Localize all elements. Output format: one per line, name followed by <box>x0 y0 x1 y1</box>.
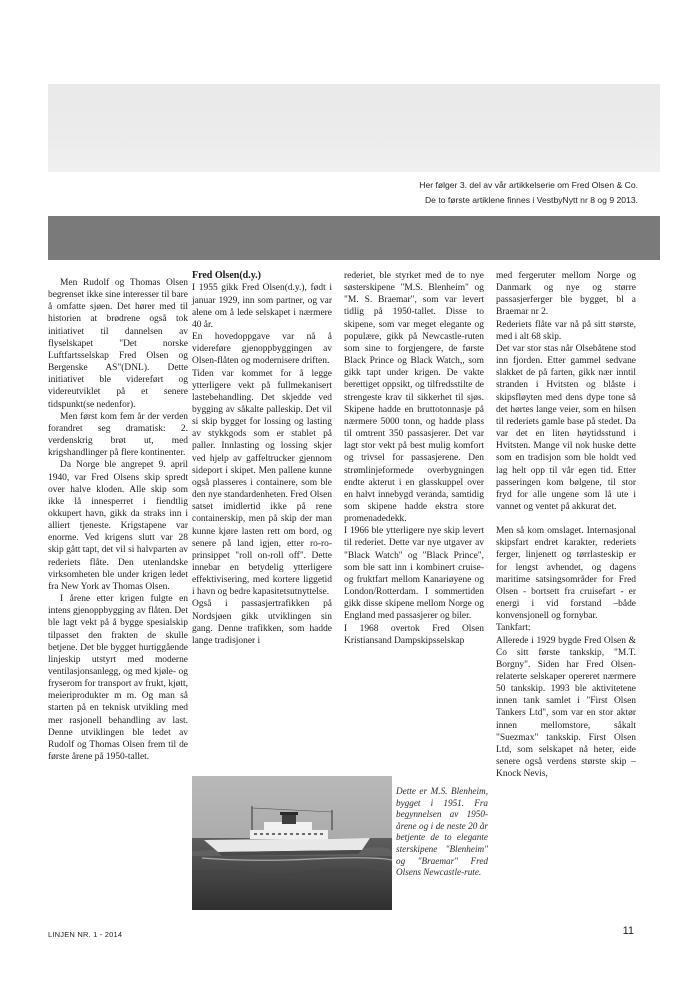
paragraph: I årene etter krigen fulgte en intens gjenoppbygging av flåten. Det ble lagt vekt på å bygge spesialskip tilpasset den frakten de skulle betjene. Det ble bygget hurtiggående linjeskip utstyrt med moderne ventilasjonsanlegg, og med kjøle- og fryserom for transport av frukt, kjøtt, meieriprodukter m m. Og man så starten på en teknisk utvikling med mer rasjonell behandling av last. Denne utviklingen ble ledet av Rudolf og Thomas Olsen frem til de første årene på 1950-tallet. <box>48 594 188 763</box>
paragraph: med fergeruter mellom Norge og Danmark og nye og større passasjerferger ble bygget, bl a Braemar nr 2. <box>496 271 636 318</box>
intro-line-2: De to første artiklene finnes i VestbyNytt nr 8 og 9 2013. <box>424 195 638 205</box>
paragraph: Rederiets flåte var nå på sitt største, med i alt 68 skip. <box>496 319 636 342</box>
column-1 <box>48 277 188 763</box>
intro-note <box>340 178 638 208</box>
column-2 <box>192 270 332 647</box>
column-4 <box>496 270 636 780</box>
paragraph: Også i passasjertrafikken på Nordsjøen gikk utviklingen sin gang. Denne trafikken, som hadde lange tradisjoner i <box>192 599 332 646</box>
paragraph: Da Norge ble angrepet 9. april 1940, var Fred Olsens skip spredt over halve kloden. Alle skip som ikke lå innesperret i fiendtlig okkupert havn, gikk da straks inn i alliert tjeneste. Krigstapene var enorme. Ved krigens slutt var 28 skip gått tapt, det vil si halvparten av rederiets flåte. Den utenlandske virksomheten ble under krigen ledet fra New York av Thomas Olsen. <box>48 460 188 592</box>
paragraph: En hovedoppgave var nå å videreføre gjenoppbyggingen av Olsen-flåten og modernisere driften. <box>192 332 332 367</box>
section-heading: Fred Olsen(d.y.) <box>192 270 261 281</box>
paragraph: I 1955 gikk Fred Olsen(d.y.), født i januar 1929, inn som partner, og var alene om å lede selskapet i nærmere 40 år. <box>192 283 332 330</box>
paragraph: I 1968 overtok Fred Olsen Kristiansand Dampskipsselskap <box>344 623 484 646</box>
paragraph: I 1966 ble ytterligere nye skip levert til rederiet. Dette var nye utgaver av "Black Watch" og "Black Prince", som ble satt inn i kombinert cruise- og fruktfart mellom Kanariøyene og London/Rotterdam. I sommertiden gikk disse skipene mellom Norge og England med passasjerer og biler. <box>344 526 484 622</box>
footer-publication: LINJEN NR. 1 - 2014 <box>48 930 123 939</box>
column-3 <box>344 270 484 647</box>
paragraph: Det var stor stas når Olsebåtene stod inn fjorden. Etter gammel sedvane slakket de på farten, gikk nær inntil stranden i Hvitsten og blåste i skipsfløyten med dens dype tone så det hørtes lange veier, som en hilsen til rederiets gamle base på stedet. Da var det en liten høytidsstund i Hvitsten. Mange vil nok huske dette som en tradisjon som ble holdt ved lag helt opp til vår egen tid. Etter passeringen kom bølgene, til stor fryd for alle ungene som lå ute i vannet og ventet på akkurat det. <box>496 343 636 512</box>
paragraph: Men Rudolf og Thomas Olsen begrenset ikke sine interesser til bare å omfatte sjøen. Det hører med til historien at brødrene også tok initiativet til dannelsen av flyselskapet "Det norske Luftfartsselskap Fred Olsen og Bergenske AS"(DNL). Dette initiativet ble videreført og videreutviklet på et senere tidspunkt(se nedenfor). <box>48 278 188 410</box>
paragraph: Men så kom omslaget. Internasjonal skipsfart endret karakter, rederiets ferger, linjenett og tørrlasteskip er for lengst avhendet, og dagens maritime satsingsområder for Fred Olsen - bortsett fra cruisefart - er energi i vid forstand –både konvensjonell og fornybar. <box>496 526 636 622</box>
subheading-tankfart: Tankfart: <box>496 623 531 634</box>
ship-photo-blenheim <box>192 776 392 910</box>
paragraph: Allerede i 1929 bygde Fred Olsen & Co sitt første tankskip, "M.T. Borgny". Siden har Fred Olsen-relaterte selskaper opereret nærmere 50 tankskip. 1993 ble aktivitetene innen tank samlet i "First Olsen Tankers Ltd", som var en stor aktør innen mellomstore, såkalt "Suezmax" tankskip. First Olsen Ltd, som selskapet nå heter, eide senere også verdens største skip – Knock Nevis, <box>496 635 636 780</box>
paragraph: Tiden var kommet for å legge ytterligere vekt på fullmekanisert lastebehandling. Det skjedde ved bygging av såkalte palleskip. Det vil si skip bygget for lossing og lasting av stykkgods som er stablet på paller. Innlasting og lossing skjer ved hjelp av gaffeltrucker gjennom sideport i skipet. Men pallene kunne også plasseres i containere, som ble den nye standardenheten. Fred Olsen satset imidlertid ikke på rene containerskip, men på skip der man kunne kjøre lasten rett om bord, og senere på land igjen, etter ro-ro-prinsippet "roll on-roll off". Dette innebar en betydelig ytterligere effektivisering, med kortere liggetid i havn og bedre kapasitetsutnyttelse. <box>192 368 332 598</box>
intro-line-1: Her følger 3. del av vår artikkelserie om Fred Olsen & Co. <box>419 180 638 190</box>
page-number: 11 <box>622 925 634 937</box>
header-photo-faded <box>48 84 660 172</box>
gray-banner <box>48 216 660 260</box>
photo-caption: Dette er M.S. Blenheim, bygget i 1951. Fra begynnelsen av 1950-årene og i de neste 20 år betjente de to elegante sterskipene "Blenheim" og "Braemar" Fred Olsens Newcastle-rute. <box>396 786 488 878</box>
paragraph: rederiet, ble styrket med de to nye søsterskipene "M.S. Blenheim" og "M. S. Braemar", som var levert tidlig på 1950-tallet. Disse to skipene, som var meget elegante og populære, gikk på Newcastle-ruten som sine to forgjengere, de første Black Prince og Black Watch,, som gikk tapt under krigen. De vakte berettiget oppsikt, og tilfredsstilte de strengeste krav til sikkerhet til sjøs. Skipene hadde en bruttotonnasje på nærmere 5000 tonn, og hadde plass til omtrent 350 passasjerer. Det var lagt stor vekt på best mulig komfort og trivsel for passasjerene. Den strømlinjeformede overbygningen endte akterut i en glasskuppel over en halvt innebygd veranda, samtidig som skipene hadde ekstra store promenadedekk. <box>344 271 484 525</box>
paragraph: Men først kom fem år der verden forandret seg dramatisk: 2. verdenskrig brøt ut, med krigshandlinger på flere kontinenter. <box>48 411 188 459</box>
